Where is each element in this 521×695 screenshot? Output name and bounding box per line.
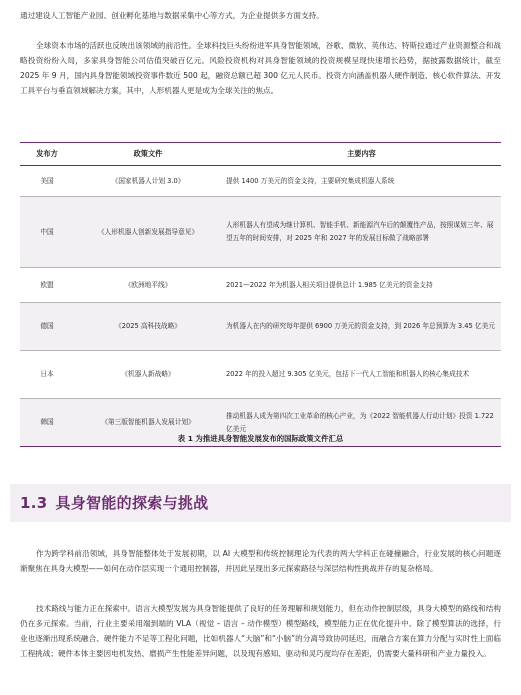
body-paragraph: 作为跨学科前沿领域，具身智能整体处于发展初期，以 AI 大模型和传统控制理论为代表的两大学科正在碰撞融合，行业发展的核心问题逐渐聚焦在具身大模型——如何在动作层实现一个通用控制器，并因此呈现出多元探索路径与深层结构性挑战并存的复杂格局。 [20,549,501,573]
cell-document: 《2025 高科技战略》 [115,322,181,330]
section-heading [20,492,217,513]
cell-content: 2021—2022 年为机器人相关项目提供总计 1.985 亿美元的资金支持 [226,280,433,289]
intro-line: 通过建设人工智能产业园、创业孵化基地与数据采集中心等方式，为企业提供多方面支持。 [20,11,324,20]
header-publisher: 发布方 [36,149,58,158]
cell-publisher: 中国 [40,227,54,236]
cell-publisher: 日本 [40,370,54,378]
cell-document: 《机器人新战略》 [121,370,175,378]
cell-content: 提供 1400 万美元的资金支持，主要研究集成机器人系统 [226,176,395,185]
intro-paragraph: 全球资本市场的活跃也反映出该领域的前沿性。全球科技巨头纷纷进军具身智能领域，谷歌、微软、英伟达、特斯拉通过产业资源整合和战略投资纷纷入局，多家具身智能公司估值突破百亿元。风险投资机构对具身智能领域的投资规模呈现快速增长趋势，据披露数据统计，截至 2025 年 9 月，国内具身智能领域投资事件数近 500 起，融资总额已超 300 亿元人民币。投资方向涵盖机器人硬件制造、核心软件算法、开发工具平台与垂直领域解决方案，其中，人形机器人更是成为全球关注的焦点。 [20,41,501,95]
cell-content: 推动机器人成为第四次工业革命的核心产业，为《2022 智能机器人行动计划》投资 1.722 亿美元 [226,411,494,433]
cell-publisher: 美国 [40,176,54,185]
table-row [20,166,501,197]
cell-document: 《第三版智能机器人发展计划》 [101,418,195,426]
cell-publisher: 韩国 [40,418,54,426]
table-row [20,303,501,351]
table-row [20,351,501,399]
table-row [20,268,501,303]
cell-publisher: 欧盟 [40,280,54,289]
table-header-row [20,143,501,166]
cell-content: 人形机器人有望成为继计算机、智能手机、新能源汽车后的颠覆性产品，按照谋划三年、展望五年的时间安排，对 2025 年和 2027 年的发展目标做了战略部署 [226,221,494,242]
body-paragraph: 技术路线与能力正在探索中。语言大模型发展为具身智能提供了良好的任务理解和规划能力，但在动作控制层级，具身大模型的路线和结构仍在多元探索。当前，行业主要采用端到端的 VLA（视觉 – 语言 – 动作模型）模型路线，模型能力正在优化提升中。除了模型算法的选择，行业也逐渐出现系统融合、硬件能力不足等工程化问题，比如机器人“大脑”和“小脑”的分离导致协同延迟，而融合方案在算力分配与实时性上面临工程挑战；硬件本体主要因电机发热、磨损产生性能差异问题，以及现有感知、驱动和灵巧度均存在差距，仍需要大量科研和产业力量投入。 [20,604,501,658]
cell-content: 2022 年的投入超过 9.305 亿美元，包括下一代人工智能和机器人的核心集成技术 [226,370,470,378]
header-document: 政策文件 [133,149,163,158]
cell-document: 《欧洲地平线》 [124,280,172,289]
section-title: 具身智能的探索与挑战 [55,494,209,512]
header-content: 主要内容 [347,149,376,158]
cell-content: 为机器人在内的研究每年提供 6900 万美元的资金支持，到 2026 年总预算为 3.45 亿美元 [226,322,495,330]
policy-table [20,142,501,447]
table-caption: 表 1 为推进具身智能发展发布的国际政策文件汇总 [177,434,344,443]
cell-document: 《国家机器人计划 3.0》 [111,176,185,185]
section-number: 1.3 [20,494,48,512]
cell-publisher: 德国 [40,322,54,330]
table-row [20,197,501,268]
cell-document: 《人形机器人创新发展指导意见》 [97,227,199,236]
